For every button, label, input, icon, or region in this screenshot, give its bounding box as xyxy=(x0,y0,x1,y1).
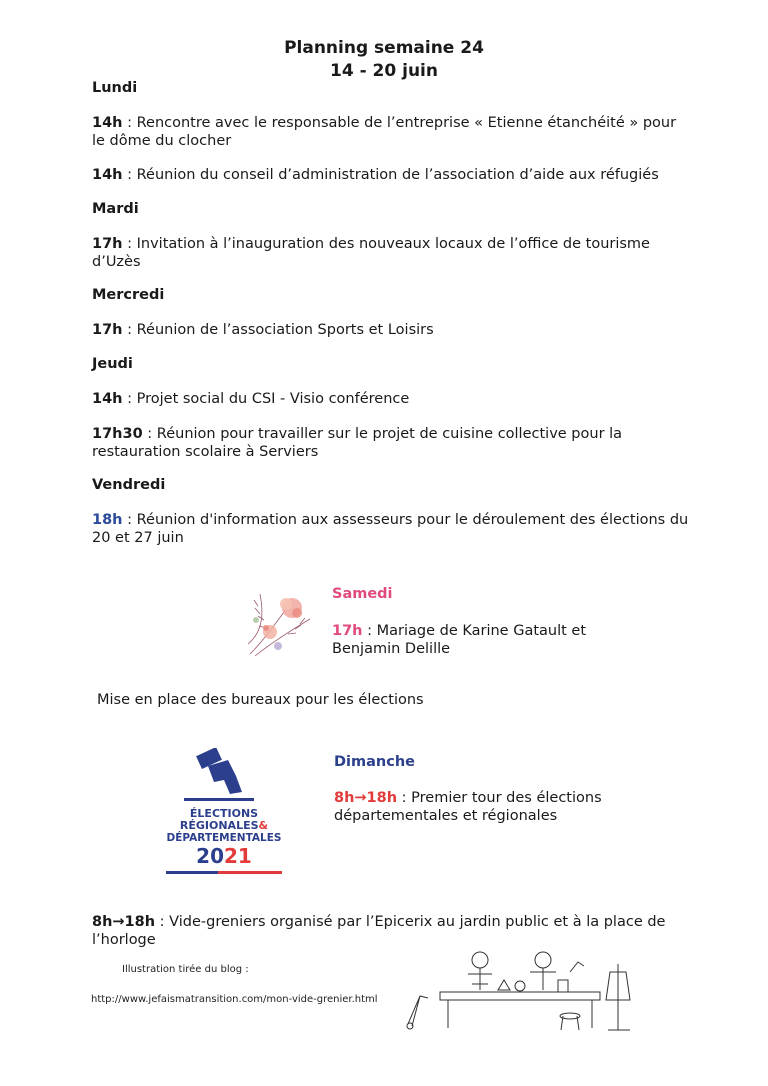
event-lundi-1 xyxy=(92,114,692,150)
logo-year-a: 20 xyxy=(196,844,224,868)
event-jeudi-1 xyxy=(92,390,692,408)
event-mardi-1 xyxy=(92,235,692,271)
event-mercredi-1 xyxy=(92,321,692,339)
event-time: 18h xyxy=(92,512,123,528)
event-text: : Mariage de Karine Gatault et Benjamin Delille xyxy=(332,623,587,657)
event-vendredi-1 xyxy=(92,511,692,547)
event-time: 8h→18h xyxy=(334,790,398,806)
event-text: : Invitation à l’inauguration des nouveaux locaux de l’office de tourisme d’Uzès xyxy=(92,236,650,270)
page-title: Planning semaine 24 xyxy=(284,38,484,58)
day-heading-jeudi: Jeudi xyxy=(92,356,133,372)
ballot-hand-icon xyxy=(184,748,254,804)
logo-year xyxy=(154,845,294,867)
event-time: 17h xyxy=(332,623,363,639)
logo-line-3: DÉPARTEMENTALES xyxy=(166,832,282,844)
logo-line-1: ÉLECTIONS xyxy=(189,807,259,820)
event-time: 17h xyxy=(92,322,123,338)
event-time: 17h xyxy=(92,236,123,252)
event-time: 14h xyxy=(92,391,123,407)
page-subtitle-dates: 14 - 20 juin xyxy=(330,61,438,81)
event-text: : Projet social du CSI - Visio conférence xyxy=(122,391,410,407)
day-heading-mardi: Mardi xyxy=(92,201,139,217)
event-text: : Réunion d'information aux assesseurs pour le déroulement des élections du 20 et 27 juin xyxy=(92,512,689,546)
illustration-credit-label: Illustration tirée du blog : xyxy=(122,964,249,975)
event-text: : Rencontre avec le responsable de l’entreprise « Etienne étanchéité » pour le dôme du clocher xyxy=(92,115,677,149)
day-heading-vendredi: Vendredi xyxy=(92,477,166,493)
logo-line-2 xyxy=(154,820,294,832)
elections-logo xyxy=(154,748,294,878)
event-samedi-1 xyxy=(332,622,632,658)
day-heading-dimanche: Dimanche xyxy=(334,754,415,770)
event-dimanche-1 xyxy=(334,789,654,825)
event-time: 14h xyxy=(92,167,123,183)
illustration-credit-url[interactable]: http://www.jefaismatransition.com/mon-vide-grenier.html xyxy=(91,994,378,1005)
logo-underline xyxy=(166,871,282,874)
event-text: : Réunion de l’association Sports et Loisirs xyxy=(122,322,434,338)
event-text: : Premier tour des élections départementales et régionales xyxy=(334,790,602,824)
day-heading-mercredi: Mercredi xyxy=(92,287,165,303)
day-heading-lundi: Lundi xyxy=(92,80,138,96)
event-lundi-2 xyxy=(92,166,692,184)
event-text: : Réunion pour travailler sur le projet de cuisine collective pour la restauration scolaire à Serviers xyxy=(92,426,623,460)
day-heading-samedi: Samedi xyxy=(332,586,393,602)
flower-illustration-icon xyxy=(240,584,320,662)
election-setup-note: Mise en place des bureaux pour les élections xyxy=(97,692,424,708)
logo-year-b: 21 xyxy=(224,844,252,868)
event-text: : Réunion du conseil d’administration de l’association d’aide aux réfugiés xyxy=(122,167,659,183)
event-time: 14h xyxy=(92,115,123,131)
event-jeudi-2 xyxy=(92,425,692,461)
logo-ampersand: & xyxy=(258,819,269,832)
event-time: 8h→18h xyxy=(92,914,156,930)
logo-regionales: RÉGIONALES xyxy=(179,819,259,832)
event-time: 17h30 xyxy=(92,426,143,442)
event-text: : Vide-greniers organisé par l’Epicerix au jardin public et à la place de l’horloge xyxy=(92,914,666,948)
flea-market-sketch-icon xyxy=(398,944,648,1034)
